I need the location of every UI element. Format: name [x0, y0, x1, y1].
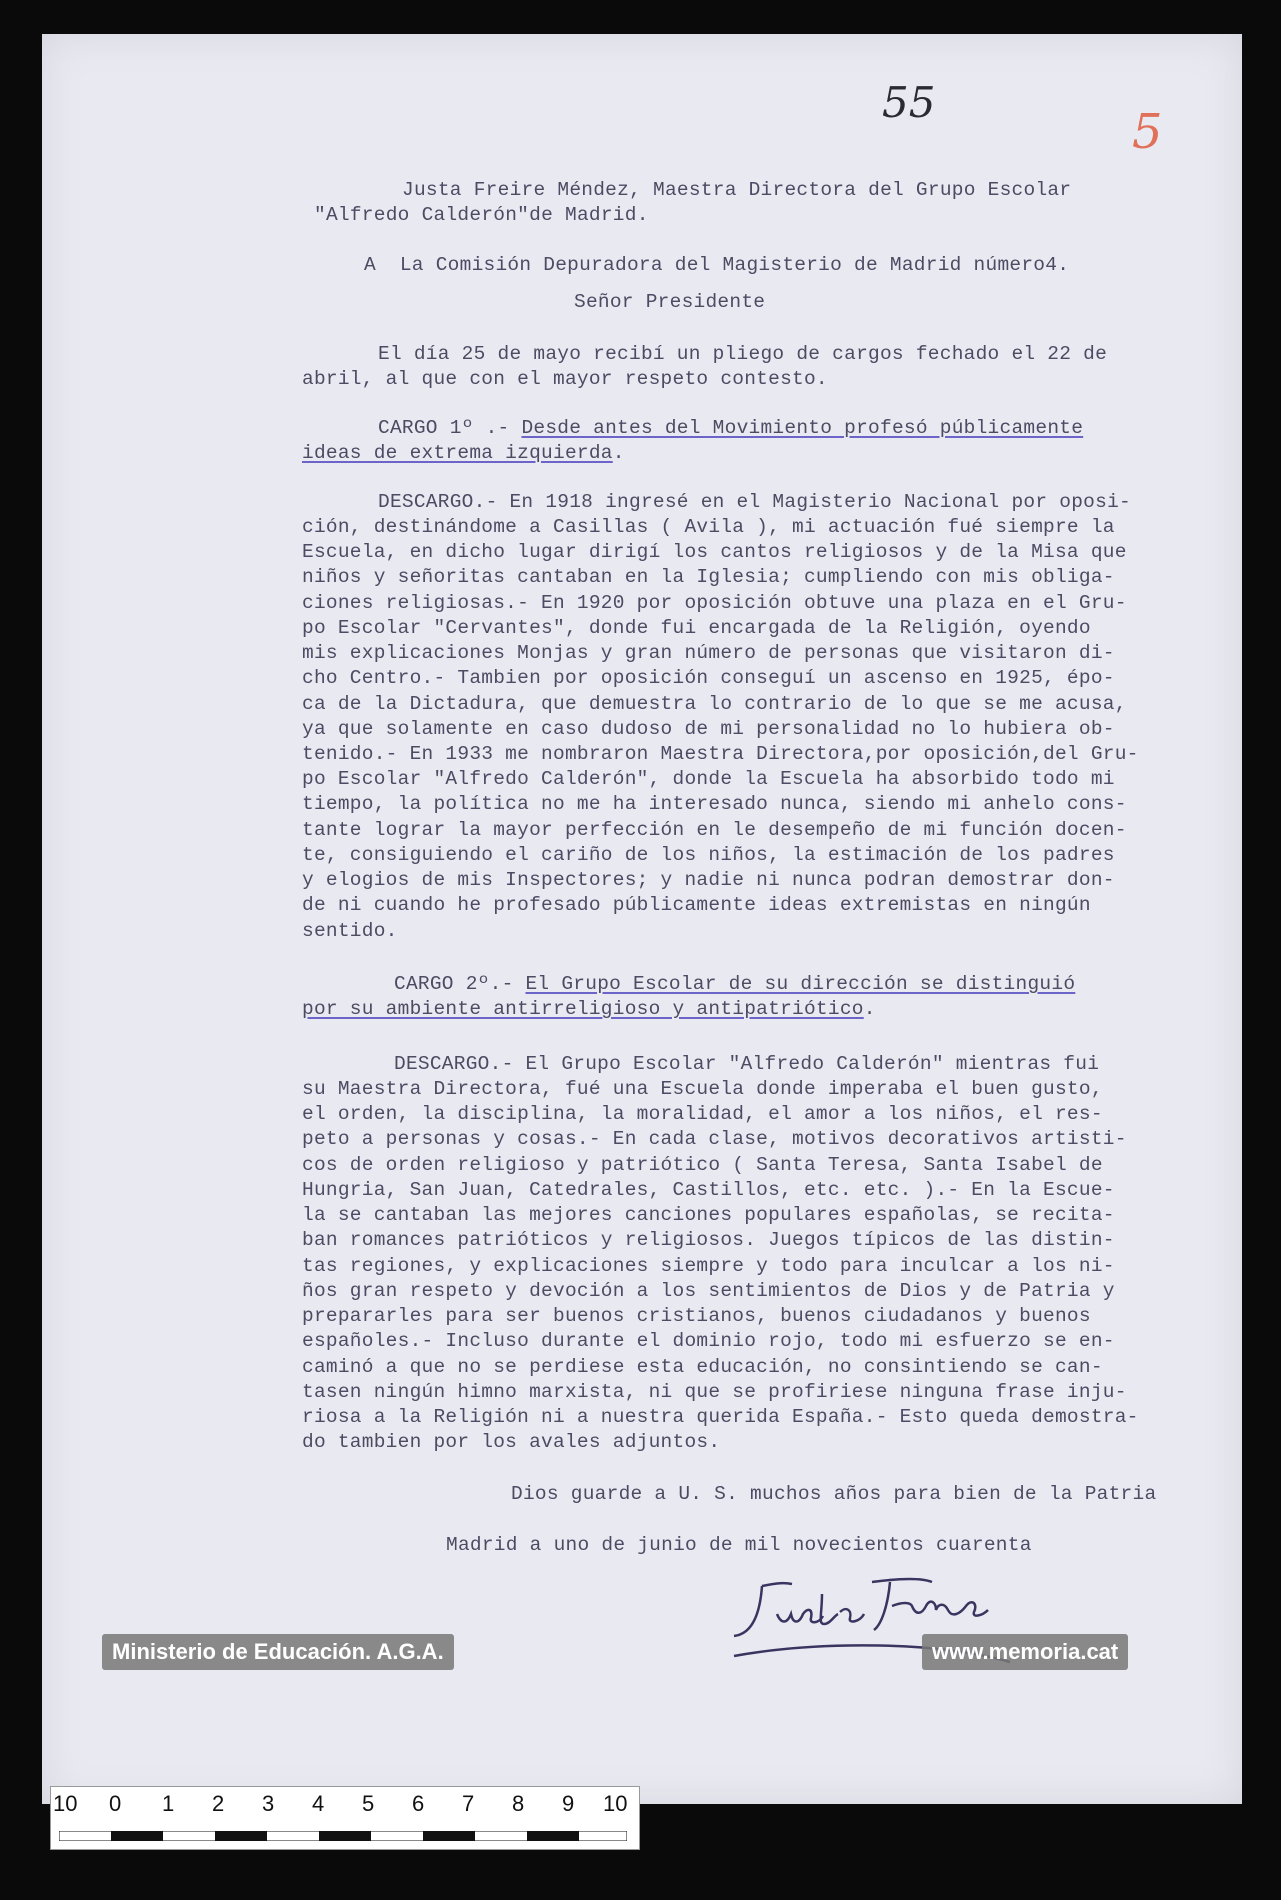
descargo-2-line: españoles.- Incluso durante el dominio rojo, todo mi esfuerzo se en- — [302, 1330, 1115, 1352]
scale-ruler — [50, 1786, 640, 1850]
header-line-1: Justa Freire Méndez, Maestra Directora del Grupo Escolar — [402, 179, 1072, 201]
descargo-1-line: po Escolar "Cervantes", donde fui encargada de la Religión, oyendo — [302, 617, 1091, 639]
place-date: Madrid a uno de junio de mil novecientos cuarenta — [446, 1534, 1032, 1556]
descargo-1-line: tiempo, la política no me ha interesado nunca, siendo mi anhelo cons- — [302, 793, 1127, 815]
descargo-1-line: te, consiguiendo el cariño de los niños, la estimación de los padres — [302, 844, 1115, 866]
descargo-1-line: tante lograr la mayor perfección en le desempeño de mi función docen- — [302, 819, 1127, 841]
descargo-2-line: Hungria, San Juan, Catedrales, Castillos, etc. etc. ).- En la Escue- — [302, 1179, 1115, 1201]
descargo-1-line: po Escolar "Alfredo Calderón", donde la Escuela ha absorbido todo mi — [302, 768, 1115, 790]
ruler-label: 4 — [312, 1791, 325, 1816]
descargo-2-line: la se cantaban las mejores canciones populares españolas, se recita- — [302, 1204, 1115, 1226]
ruler-label: 3 — [262, 1791, 275, 1816]
descargo-2-line: peto a personas y cosas.- En cada clase, motivos decorativos artisti- — [302, 1128, 1127, 1150]
descargo-2-line: ños gran respeto y devoción a los sentimientos de Dios y de Patria y — [302, 1280, 1115, 1302]
descargo-1-line: tenido.- En 1933 me nombraron Maestra Directora,por oposición,del Gru- — [302, 743, 1139, 765]
page-number-pencil: 55 — [882, 78, 936, 127]
descargo-2-line: riosa a la Religión ni a nuestra querida España.- Esto queda demostra- — [302, 1406, 1139, 1428]
ruler-label: 10 — [603, 1791, 628, 1816]
intro-line: abril, al que con el mayor respeto contesto. — [302, 368, 828, 390]
ruler-label: 0 — [109, 1791, 122, 1816]
descargo-2-line: su Maestra Directora, fué una Escuela donde imperaba el buen gusto, — [302, 1078, 1103, 1100]
ruler-label: 6 — [412, 1791, 425, 1816]
descargo-1-line: de ni cuando he profesado públicamente ideas extremistas en ningún — [302, 894, 1091, 916]
ruler-label: 10 — [53, 1791, 78, 1816]
closing-formula: Dios guarde a U. S. muchos años para bien de la Patria — [511, 1483, 1157, 1505]
descargo-2-line: prepararles para ser buenos cristianos, buenos ciudadanos y buenos — [302, 1305, 1091, 1327]
cargo-2-text: El Grupo Escolar de su dirección se distinguió — [525, 973, 1076, 995]
addressee-line: A La Comisión Depuradora del Magisterio de Madrid número4. — [364, 254, 1070, 276]
descargo-2-line: cos de orden religioso y patriótico ( Santa Teresa, Santa Isabel de — [302, 1154, 1103, 1176]
descargo-2-line: tas regiones, y explicaciones siempre y todo para inculcar a los ni- — [302, 1255, 1115, 1277]
descargo-2-line: do tambien por los avales adjuntos. — [302, 1431, 721, 1453]
watermark-archive: Ministerio de Educación. A.G.A. — [102, 1634, 454, 1670]
descargo-1-line: ciones religiosas.- En 1920 por oposición obtuve una plaza en el Gru- — [302, 592, 1127, 614]
salutation: Señor Presidente — [574, 291, 766, 313]
descargo-1-line: DESCARGO.- En 1918 ingresé en el Magisterio Nacional por oposi- — [378, 491, 1131, 513]
header-line-2: "Alfredo Calderón"de Madrid. — [314, 204, 649, 226]
descargo-2-line: el orden, la disciplina, la moralidad, el amor a los niños, el res- — [302, 1103, 1103, 1125]
descargo-1-line: niños y señoritas cantaban en la Iglesia; cumpliendo con mis obliga- — [302, 566, 1115, 588]
cargo-1-label: CARGO 1º .- — [378, 417, 522, 439]
descargo-2-line: caminó a que no se perdiese esta educación, no consintiendo se can- — [302, 1356, 1103, 1378]
cargo-2-label: CARGO 2º.- — [394, 973, 526, 995]
page-number-red: 5 — [1132, 104, 1163, 160]
cargo-1-line-1 — [378, 416, 1083, 441]
cargo-2-line-1 — [394, 972, 1075, 997]
ruler-label: 7 — [462, 1791, 475, 1816]
descargo-1-line: ya que solamente en caso dudoso de mi personalidad no lo hubiera ob- — [302, 718, 1115, 740]
descargo-1-line: Escuela, en dicho lugar dirigí los cantos religiosos y de la Misa que — [302, 541, 1127, 563]
cargo-2-text: por su ambiente antirreligioso y antipatriótico — [302, 998, 864, 1020]
ruler-label: 5 — [362, 1791, 375, 1816]
cargo-2-line-2: por su ambiente antirreligioso y antipatriótico. — [302, 998, 876, 1020]
cargo-1-text: Desde antes del Movimiento profesó públicamente — [521, 417, 1084, 439]
descargo-1-line: mis explicaciones Monjas y gran número de personas que visitaron di- — [302, 642, 1115, 664]
descargo-1-line: cho Centro.- Tambien por oposición conseguí un ascenso en 1925, épo- — [302, 667, 1115, 689]
descargo-1-line: ción, destinándome a Casillas ( Avila ), mi actuación fué siempre la — [302, 516, 1115, 538]
ruler-label: 1 — [162, 1791, 175, 1816]
intro-line: El día 25 de mayo recibí un pliego de cargos fechado el 22 de — [378, 343, 1108, 365]
ruler-bar — [59, 1831, 627, 1841]
cargo-1-text: ideas de extrema izquierda — [302, 442, 613, 464]
descargo-2-line: tasen ningún himno marxista, ni que se profiriese ninguna frase inju- — [302, 1381, 1127, 1403]
descargo-1-line: ca de la Dictadura, que demuestra lo contrario de lo que se me acusa, — [302, 693, 1127, 715]
ruler-label: 8 — [512, 1791, 525, 1816]
ruler-label: 2 — [212, 1791, 225, 1816]
descargo-1-line: sentido. — [302, 920, 398, 942]
ruler-label: 9 — [562, 1791, 575, 1816]
document-page — [42, 34, 1242, 1804]
watermark-website: www.memoria.cat — [922, 1634, 1128, 1670]
descargo-2-line: ban romances patrióticos y religiosos. Juegos típicos de las distin- — [302, 1229, 1115, 1251]
cargo-1-line-2: ideas de extrema izquierda. — [302, 442, 625, 464]
descargo-2-line: DESCARGO.- El Grupo Escolar "Alfredo Calderón" mientras fui — [394, 1053, 1100, 1075]
descargo-1-line: y elogios de mis Inspectores; y nadie ni nunca podran demostrar don- — [302, 869, 1115, 891]
